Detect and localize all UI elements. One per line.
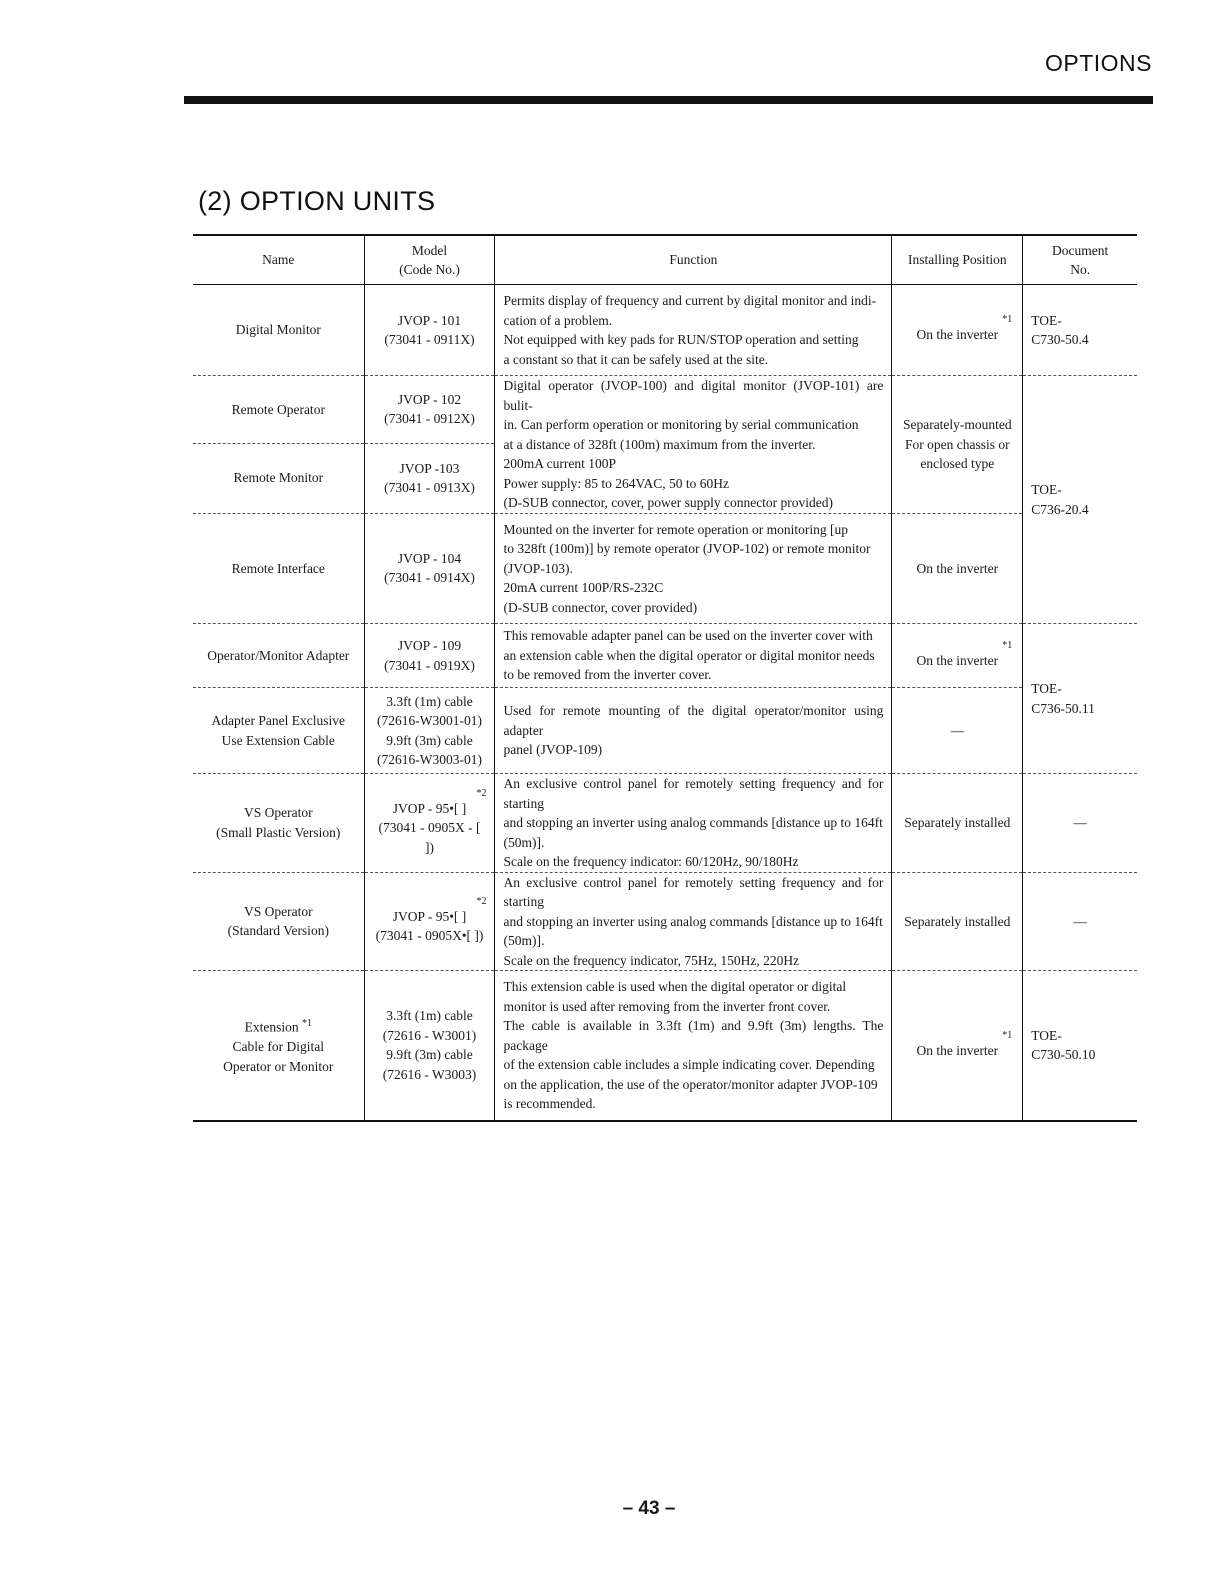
row-position-cell bbox=[892, 971, 1023, 1121]
row-function-cell bbox=[495, 971, 892, 1121]
row-function-line: is recommended. bbox=[503, 1096, 596, 1111]
col-doc-header-line2: No. bbox=[1070, 262, 1091, 277]
row-name-line: Remote Interface bbox=[231, 560, 325, 576]
row-model-cell bbox=[364, 443, 495, 513]
col-doc-header bbox=[1023, 235, 1137, 285]
row-model-line: JVOP - 104 bbox=[397, 550, 462, 566]
row-function-line: in. Can perform operation or monitoring by serial communication bbox=[503, 417, 859, 432]
row-function-line: 20mA current 100P/RS-232C bbox=[503, 580, 664, 595]
row-doc-cell bbox=[1023, 285, 1137, 376]
row-name-cell bbox=[193, 376, 364, 444]
row-function-line: Not equipped with key pads for RUN/STOP operation and setting bbox=[503, 332, 859, 347]
row-name-cell bbox=[193, 971, 364, 1121]
page-header-title: OPTIONS bbox=[1044, 50, 1152, 76]
row-function-line: Used for remote mounting of the digital operator/monitor using adapter bbox=[503, 703, 884, 738]
row-doc-line: TOE- bbox=[1031, 482, 1062, 497]
section-title: (2) OPTION UNITS bbox=[198, 186, 436, 216]
row-function-line: a constant so that it can be safely used at the site. bbox=[503, 351, 769, 367]
row-model-line: 9.9ft (3m) cable bbox=[386, 732, 473, 748]
row-function-line: Mounted on the inverter for remote operation or monitoring [up bbox=[503, 521, 849, 537]
row-function-line: (50m)]. bbox=[503, 933, 545, 948]
row-name-line: Remote Monitor bbox=[233, 470, 324, 486]
row-name-line: VS Operator bbox=[243, 805, 313, 821]
row-function-line: cation of a problem. bbox=[503, 312, 613, 328]
row-position-line: Separately installed bbox=[904, 815, 1011, 830]
table-row bbox=[193, 774, 1137, 873]
row-doc-cell bbox=[1023, 971, 1137, 1121]
header-rule bbox=[184, 96, 1153, 104]
table-row bbox=[193, 688, 1137, 774]
row-function-line: panel (JVOP-109) bbox=[503, 742, 603, 758]
row-function-cell bbox=[495, 376, 892, 514]
row-model-cell bbox=[364, 872, 495, 971]
row-position-line: On the inverter bbox=[916, 652, 999, 668]
row-model-line: 3.3ft (1m) cable bbox=[386, 693, 473, 709]
table-row bbox=[193, 376, 1137, 444]
table-header-row bbox=[193, 235, 1137, 285]
row-function-line: Digital operator (JVOP-100) and digital monitor (JVOP-101) are bulit- bbox=[503, 378, 884, 413]
row-function-cell bbox=[495, 872, 892, 971]
row-name-line bbox=[201, 1014, 356, 1037]
row-position-line: Separately installed bbox=[904, 913, 1011, 929]
row-function-line: The cable is available in 3.3ft (1m) and 9.9ft (3m) lengths. The package bbox=[503, 1018, 884, 1053]
row-doc-line: C736-20.4 bbox=[1031, 501, 1089, 517]
row-doc-line: TOE- bbox=[1031, 681, 1062, 696]
row-doc-cell bbox=[1023, 774, 1137, 873]
row-function-line: and stopping an inverter using analog commands [distance up to 164ft bbox=[503, 815, 883, 830]
row-doc-line: C730-50.10 bbox=[1031, 1047, 1096, 1063]
row-model-line: JVOP - 101 bbox=[397, 312, 462, 328]
row-name-cell bbox=[193, 443, 364, 513]
row-model-line: (73041 - 0913X) bbox=[384, 480, 475, 496]
row-function-line: (JVOP-103). bbox=[503, 560, 573, 576]
row-model-line: (73041 - 0919X) bbox=[384, 657, 475, 673]
row-doc-line: C730-50.4 bbox=[1031, 332, 1089, 347]
row-doc-cell bbox=[1023, 376, 1137, 624]
row-name-line: Use Extension Cable bbox=[221, 732, 335, 748]
col-function-header: Function bbox=[495, 235, 892, 285]
col-model-header-line2: (Code No.) bbox=[399, 262, 460, 277]
row-function-cell bbox=[495, 624, 892, 688]
page-number: – 43 – bbox=[622, 1498, 676, 1519]
row-model-cell bbox=[364, 971, 495, 1121]
row-model-line: (73041 - 0911X) bbox=[384, 332, 475, 347]
row-model-line: (73041 - 0914X) bbox=[384, 570, 475, 586]
table-header bbox=[193, 235, 1137, 285]
row-name-line: Adapter Panel Exclusive bbox=[211, 713, 345, 728]
row-function-cell bbox=[495, 688, 892, 774]
row-function-cell bbox=[495, 285, 892, 376]
table-row bbox=[193, 624, 1137, 688]
row-function-line: Scale on the frequency indicator: 60/120Hz, 90/180Hz bbox=[503, 854, 799, 869]
row-position-line: enclosed type bbox=[920, 456, 995, 471]
row-model-line: JVOP - 102 bbox=[397, 391, 462, 407]
row-position-line: On the inverter bbox=[916, 560, 999, 576]
row-function-line: to 328ft (100m)] by remote operator (JVOP-102) or remote monitor bbox=[503, 541, 871, 556]
row-model-line: (72616 - W3003) bbox=[382, 1066, 477, 1082]
row-function-line: an extension cable when the digital operator or digital monitor needs bbox=[503, 647, 875, 663]
row-position-line: On the inverter bbox=[916, 1042, 999, 1058]
row-position-line: — bbox=[950, 722, 965, 738]
row-function-line: of the extension cable includes a simple indicating cover. Depending bbox=[503, 1057, 875, 1072]
row-model-cell bbox=[364, 285, 495, 376]
row-function-line: Permits display of frequency and current by digital monitor and indi- bbox=[503, 293, 877, 308]
col-model-header-line1: Model bbox=[411, 242, 448, 258]
row-function-line: Scale on the frequency indicator, 75Hz, 150Hz, 220Hz bbox=[503, 952, 800, 968]
table-row bbox=[193, 513, 1137, 624]
table-body bbox=[193, 285, 1137, 1121]
option-units-table bbox=[193, 234, 1137, 1122]
row-function-line: 200mA current 100P bbox=[503, 456, 616, 471]
row-name-line: Digital Monitor bbox=[235, 322, 321, 338]
row-model-line: (73041 - 0912X) bbox=[384, 411, 475, 427]
col-position-header: Installing Position bbox=[892, 235, 1023, 285]
row-name-cell bbox=[193, 872, 364, 971]
row-model-line: (72616-W3001-01) bbox=[377, 713, 482, 728]
row-name-cell bbox=[193, 774, 364, 873]
row-model-cell bbox=[364, 774, 495, 873]
row-name-line: (Small Plastic Version) bbox=[216, 824, 341, 840]
row-position-cell bbox=[892, 872, 1023, 971]
row-model-line: 3.3ft (1m) cable bbox=[386, 1008, 473, 1024]
row-function-line: (D-SUB connector, cover, power supply connector provided) bbox=[503, 495, 834, 510]
row-name-cell bbox=[193, 513, 364, 624]
row-doc-line: TOE- bbox=[1031, 1027, 1062, 1043]
row-model-note: *2 bbox=[476, 895, 487, 907]
row-function-cell bbox=[495, 513, 892, 624]
row-model-cell bbox=[364, 513, 495, 624]
col-doc-header-line1: Document bbox=[1052, 242, 1109, 258]
row-function-line: to be removed from the inverter cover. bbox=[503, 667, 712, 683]
row-position-note: *1 bbox=[1002, 314, 1013, 326]
row-model-line: 9.9ft (3m) cable bbox=[386, 1047, 473, 1063]
row-model-cell bbox=[364, 688, 495, 774]
row-function-line: An exclusive control panel for remotely setting frequency and for starting bbox=[503, 874, 884, 909]
table-row bbox=[193, 872, 1137, 971]
row-model-line: JVOP - 109 bbox=[397, 638, 462, 653]
row-function-line: and stopping an inverter using analog commands [distance up to 164ft bbox=[503, 913, 883, 929]
row-position-line: On the inverter bbox=[916, 327, 999, 343]
row-function-line: This extension cable is used when the digital operator or digital bbox=[503, 979, 847, 994]
row-doc-line: — bbox=[1073, 815, 1087, 830]
row-function-line: This removable adapter panel can be used on the inverter cover with bbox=[503, 628, 873, 644]
row-model-line: (73041 - 0905X - [ ]) bbox=[378, 820, 481, 855]
col-name-header: Name bbox=[193, 235, 364, 285]
row-position-cell bbox=[892, 624, 1023, 688]
row-position-cell bbox=[892, 513, 1023, 624]
row-name-cell bbox=[193, 624, 364, 688]
row-name-line: Operator/Monitor Adapter bbox=[207, 647, 350, 663]
row-model-line: JVOP - 95•[ ] bbox=[392, 800, 467, 816]
row-model-line: (72616 - W3001) bbox=[382, 1027, 477, 1043]
row-function-line: at a distance of 328ft (100m) maximum from the inverter. bbox=[503, 436, 816, 452]
row-function-line: An exclusive control panel for remotely setting frequency and for starting bbox=[503, 776, 884, 811]
row-position-cell bbox=[892, 285, 1023, 376]
row-name-line: Cable for Digital bbox=[232, 1039, 324, 1055]
row-doc-line: C736-50.11 bbox=[1031, 700, 1095, 716]
row-position-cell bbox=[892, 774, 1023, 873]
row-position-note: *1 bbox=[1002, 639, 1013, 651]
row-position-cell bbox=[892, 376, 1023, 514]
row-model-line: (72616-W3003-01) bbox=[377, 752, 482, 767]
row-function-cell bbox=[495, 774, 892, 873]
row-name-cell bbox=[193, 285, 364, 376]
row-doc-line: TOE- bbox=[1031, 312, 1062, 328]
row-name-note: *1 bbox=[301, 1018, 312, 1030]
row-model-line: (73041 - 0905X•[ ]) bbox=[375, 928, 484, 944]
row-name-text: Extension bbox=[244, 1019, 299, 1035]
row-position-cell bbox=[892, 688, 1023, 774]
row-position-line: For open chassis or bbox=[905, 436, 1010, 452]
row-name-line: (Standard Version) bbox=[227, 923, 329, 939]
row-name-line: VS Operator bbox=[243, 903, 313, 919]
row-function-line: (D-SUB connector, cover provided) bbox=[503, 599, 698, 615]
row-model-cell bbox=[364, 624, 495, 688]
row-function-line: on the application, the use of the operator/monitor adapter JVOP-109 bbox=[503, 1076, 878, 1092]
row-function-line: monitor is used after removing from the inverter front cover. bbox=[503, 998, 831, 1014]
row-position-line: Separately-mounted bbox=[902, 417, 1012, 432]
row-doc-cell bbox=[1023, 624, 1137, 774]
row-model-note: *2 bbox=[476, 787, 487, 799]
row-name-line: Remote Operator bbox=[231, 401, 325, 417]
row-name-line: Operator or Monitor bbox=[223, 1058, 334, 1074]
table-row bbox=[193, 285, 1137, 376]
row-function-line: Power supply: 85 to 264VAC, 50 to 60Hz bbox=[503, 475, 729, 491]
table-row bbox=[193, 971, 1137, 1121]
row-name-cell bbox=[193, 688, 364, 774]
row-model-line: JVOP - 95•[ ] bbox=[392, 908, 467, 924]
row-function-line: (50m)]. bbox=[503, 834, 545, 850]
col-model-header bbox=[364, 235, 495, 285]
row-model-cell bbox=[364, 376, 495, 444]
row-doc-line: — bbox=[1073, 913, 1087, 929]
row-model-line: JVOP -103 bbox=[399, 460, 460, 476]
row-position-note: *1 bbox=[1002, 1029, 1013, 1041]
row-doc-cell bbox=[1023, 872, 1137, 971]
